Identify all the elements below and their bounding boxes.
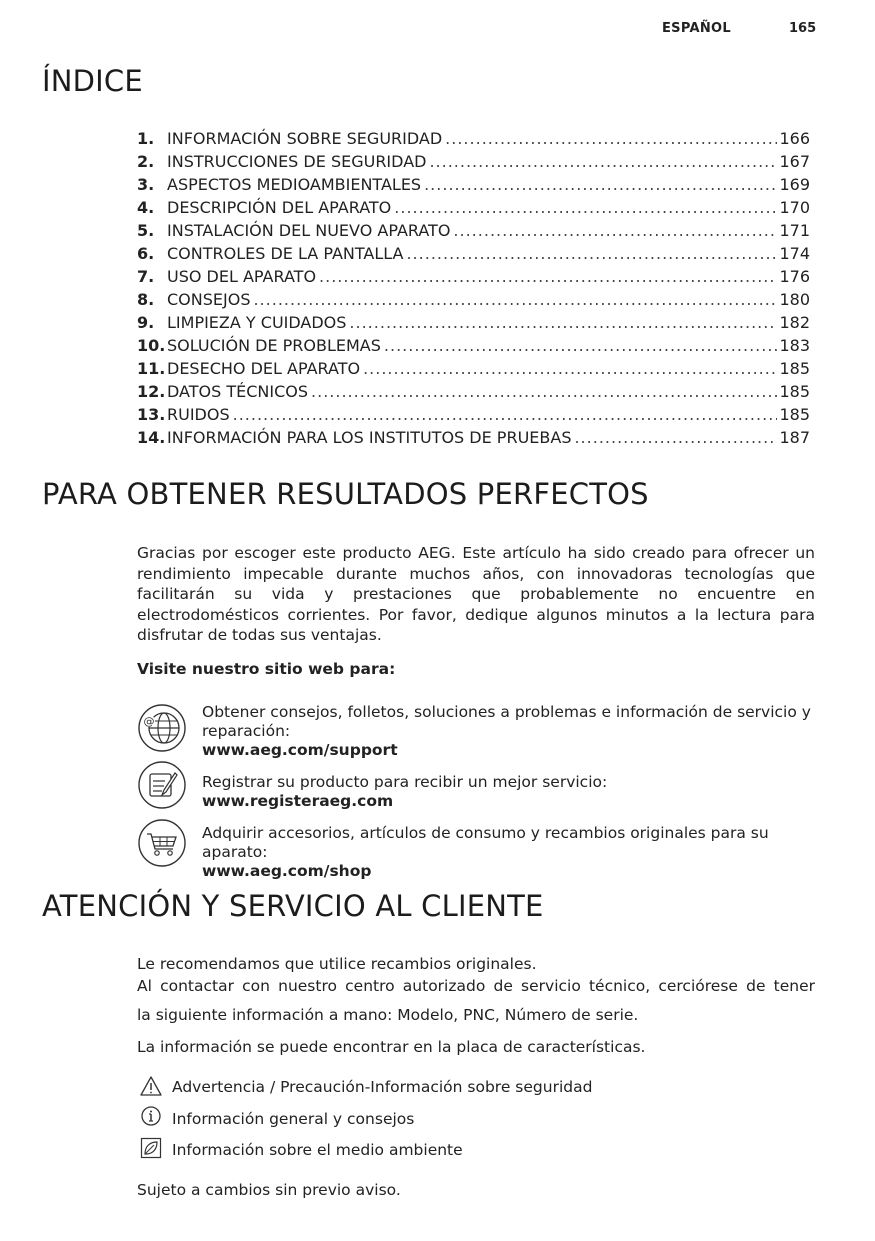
toc-item-page: 183 xyxy=(779,336,810,355)
toc-leader-dots xyxy=(363,359,777,378)
legend-warning-text: Advertencia / Precaución-Información sobre seguridad xyxy=(172,1078,593,1096)
toc-item-title: CONSEJOS xyxy=(167,290,251,309)
service-line-recommend: Le recomendamos que utilice recambios originales. xyxy=(137,955,537,973)
toc-leader-dots xyxy=(253,290,777,309)
toc-item[interactable] xyxy=(137,175,810,198)
toc-leader-dots xyxy=(453,221,777,240)
toc-item-page: 174 xyxy=(779,244,810,263)
visit-website-label: Visite nuestro sitio web para: xyxy=(137,660,396,678)
legend-environment-text: Información sobre el medio ambiente xyxy=(172,1141,463,1159)
support-link-block xyxy=(202,703,815,760)
toc-item-title: LIMPIEZA Y CUIDADOS xyxy=(167,313,347,332)
toc-item-number: 9. xyxy=(137,313,155,332)
toc-item-number: 11. xyxy=(137,359,166,378)
toc-item-page: 167 xyxy=(779,152,810,171)
shop-link-block xyxy=(202,824,815,881)
toc-item-page: 169 xyxy=(779,175,810,194)
toc-leader-dots xyxy=(429,152,777,171)
toc-item-page: 185 xyxy=(779,359,810,378)
toc-leader-dots xyxy=(384,336,778,355)
toc-item-number: 12. xyxy=(137,382,166,401)
toc-item-title: INFORMACIÓN SOBRE SEGURIDAD xyxy=(167,129,443,148)
toc-item-number: 8. xyxy=(137,290,155,309)
toc-leader-dots xyxy=(394,198,777,217)
shop-url-link[interactable]: www.aeg.com/shop xyxy=(202,862,372,880)
support-url-link[interactable]: www.aeg.com/support xyxy=(202,741,398,759)
toc-item-number: 5. xyxy=(137,221,155,240)
toc-leader-dots xyxy=(406,244,777,263)
info-icon xyxy=(140,1105,162,1127)
toc-item-page: 166 xyxy=(779,129,810,148)
footer-notice: Sujeto a cambios sin previo aviso. xyxy=(137,1181,401,1199)
toc-leader-dots xyxy=(319,267,777,286)
warning-triangle-icon xyxy=(140,1075,162,1097)
toc-item[interactable] xyxy=(137,221,810,244)
toc-item-title: CONTROLES DE LA PANTALLA xyxy=(167,244,404,263)
toc-item-title: USO DEL APARATO xyxy=(167,267,317,286)
toc-item-title: DESECHO DEL APARATO xyxy=(167,359,361,378)
toc-leader-dots xyxy=(574,428,777,447)
toc-leader-dots xyxy=(233,405,778,424)
toc-item-title: DESCRIPCIÓN DEL APARATO xyxy=(167,198,392,217)
toc-item-title: SOLUCIÓN DE PROBLEMAS xyxy=(167,336,381,355)
header-language: ESPAÑOL xyxy=(662,21,731,36)
intro-paragraph: Gracias por escoger este producto AEG. Este artículo ha sido creado para ofrecer un rendimiento impecable durante muchos años, con innovadoras tecnologías que facilitarán su vida y prestaciones que probablemente no encuentre en electrodomésticos corrientes. Por favor, dedique algunos minutos a la lectura para disfrutar de todas sus ventajas. xyxy=(137,544,815,644)
register-link-description: Registrar su producto para recibir un mejor servicio: xyxy=(202,773,608,791)
toc-item[interactable] xyxy=(137,129,810,152)
service-section-title: ATENCIÓN Y SERVICIO AL CLIENTE xyxy=(42,889,544,923)
results-section-title: PARA OBTENER RESULTADOS PERFECTOS xyxy=(42,477,649,511)
toc-item-number: 2. xyxy=(137,152,155,171)
toc-item-page: 187 xyxy=(779,428,810,447)
toc-item-title: RUIDOS xyxy=(167,405,230,424)
shopping-cart-icon xyxy=(137,818,187,868)
toc-item-page: 170 xyxy=(779,198,810,217)
toc-item[interactable] xyxy=(137,198,810,221)
toc-item-page: 182 xyxy=(779,313,810,332)
environment-leaf-icon xyxy=(140,1137,162,1159)
toc-item[interactable] xyxy=(137,290,810,313)
service-line-info: la siguiente información a mano: Modelo, PNC, Número de serie. xyxy=(137,1006,639,1024)
toc-item[interactable] xyxy=(137,405,810,428)
toc-title: ÍNDICE xyxy=(42,64,143,98)
table-of-contents xyxy=(137,129,810,451)
globe-at-icon xyxy=(137,703,187,753)
toc-item-number: 4. xyxy=(137,198,155,217)
toc-item-title: DATOS TÉCNICOS xyxy=(167,382,309,401)
register-pen-icon xyxy=(137,760,187,810)
toc-item-number: 10. xyxy=(137,336,166,355)
toc-item-title: INSTRUCCIONES DE SEGURIDAD xyxy=(167,152,427,171)
svg-text:@: @ xyxy=(143,715,155,728)
toc-item-page: 185 xyxy=(779,405,810,424)
service-line-contact: Al contactar con nuestro centro autorizado de servicio técnico, cerciórese de tener xyxy=(137,977,815,995)
toc-item-number: 3. xyxy=(137,175,155,194)
toc-item-number: 13. xyxy=(137,405,166,424)
toc-item-number: 7. xyxy=(137,267,155,286)
toc-leader-dots xyxy=(445,129,777,148)
toc-item[interactable] xyxy=(137,152,810,175)
service-line-plate: La información se puede encontrar en la placa de características. xyxy=(137,1038,646,1056)
toc-item-title: ASPECTOS MEDIOAMBIENTALES xyxy=(167,175,422,194)
toc-item-number: 1. xyxy=(137,129,155,148)
toc-item[interactable] xyxy=(137,267,810,290)
header-page-number: 165 xyxy=(789,21,817,36)
shop-link-description: Adquirir accesorios, artículos de consumo y recambios originales para su aparato: xyxy=(202,824,769,861)
toc-item-page: 171 xyxy=(779,221,810,240)
toc-item[interactable] xyxy=(137,359,810,382)
toc-item[interactable] xyxy=(137,336,810,359)
toc-item[interactable] xyxy=(137,244,810,267)
toc-item-title: INSTALACIÓN DEL NUEVO APARATO xyxy=(167,221,451,240)
toc-item-number: 14. xyxy=(137,428,166,447)
toc-leader-dots xyxy=(349,313,777,332)
register-url-link[interactable]: www.registeraeg.com xyxy=(202,792,394,810)
toc-item[interactable] xyxy=(137,313,810,336)
toc-leader-dots xyxy=(311,382,777,401)
register-link-block xyxy=(202,773,815,811)
toc-item-page: 180 xyxy=(779,290,810,309)
toc-item-number: 6. xyxy=(137,244,155,263)
toc-item-page: 185 xyxy=(779,382,810,401)
toc-item[interactable] xyxy=(137,382,810,405)
toc-leader-dots xyxy=(424,175,777,194)
toc-item[interactable] xyxy=(137,428,810,451)
support-link-description: Obtener consejos, folletos, soluciones a problemas e información de servicio y reparación: xyxy=(202,703,811,740)
legend-info-text: Información general y consejos xyxy=(172,1110,415,1128)
toc-item-title: INFORMACIÓN PARA LOS INSTITUTOS DE PRUEBAS xyxy=(167,428,572,447)
toc-item-page: 176 xyxy=(779,267,810,286)
